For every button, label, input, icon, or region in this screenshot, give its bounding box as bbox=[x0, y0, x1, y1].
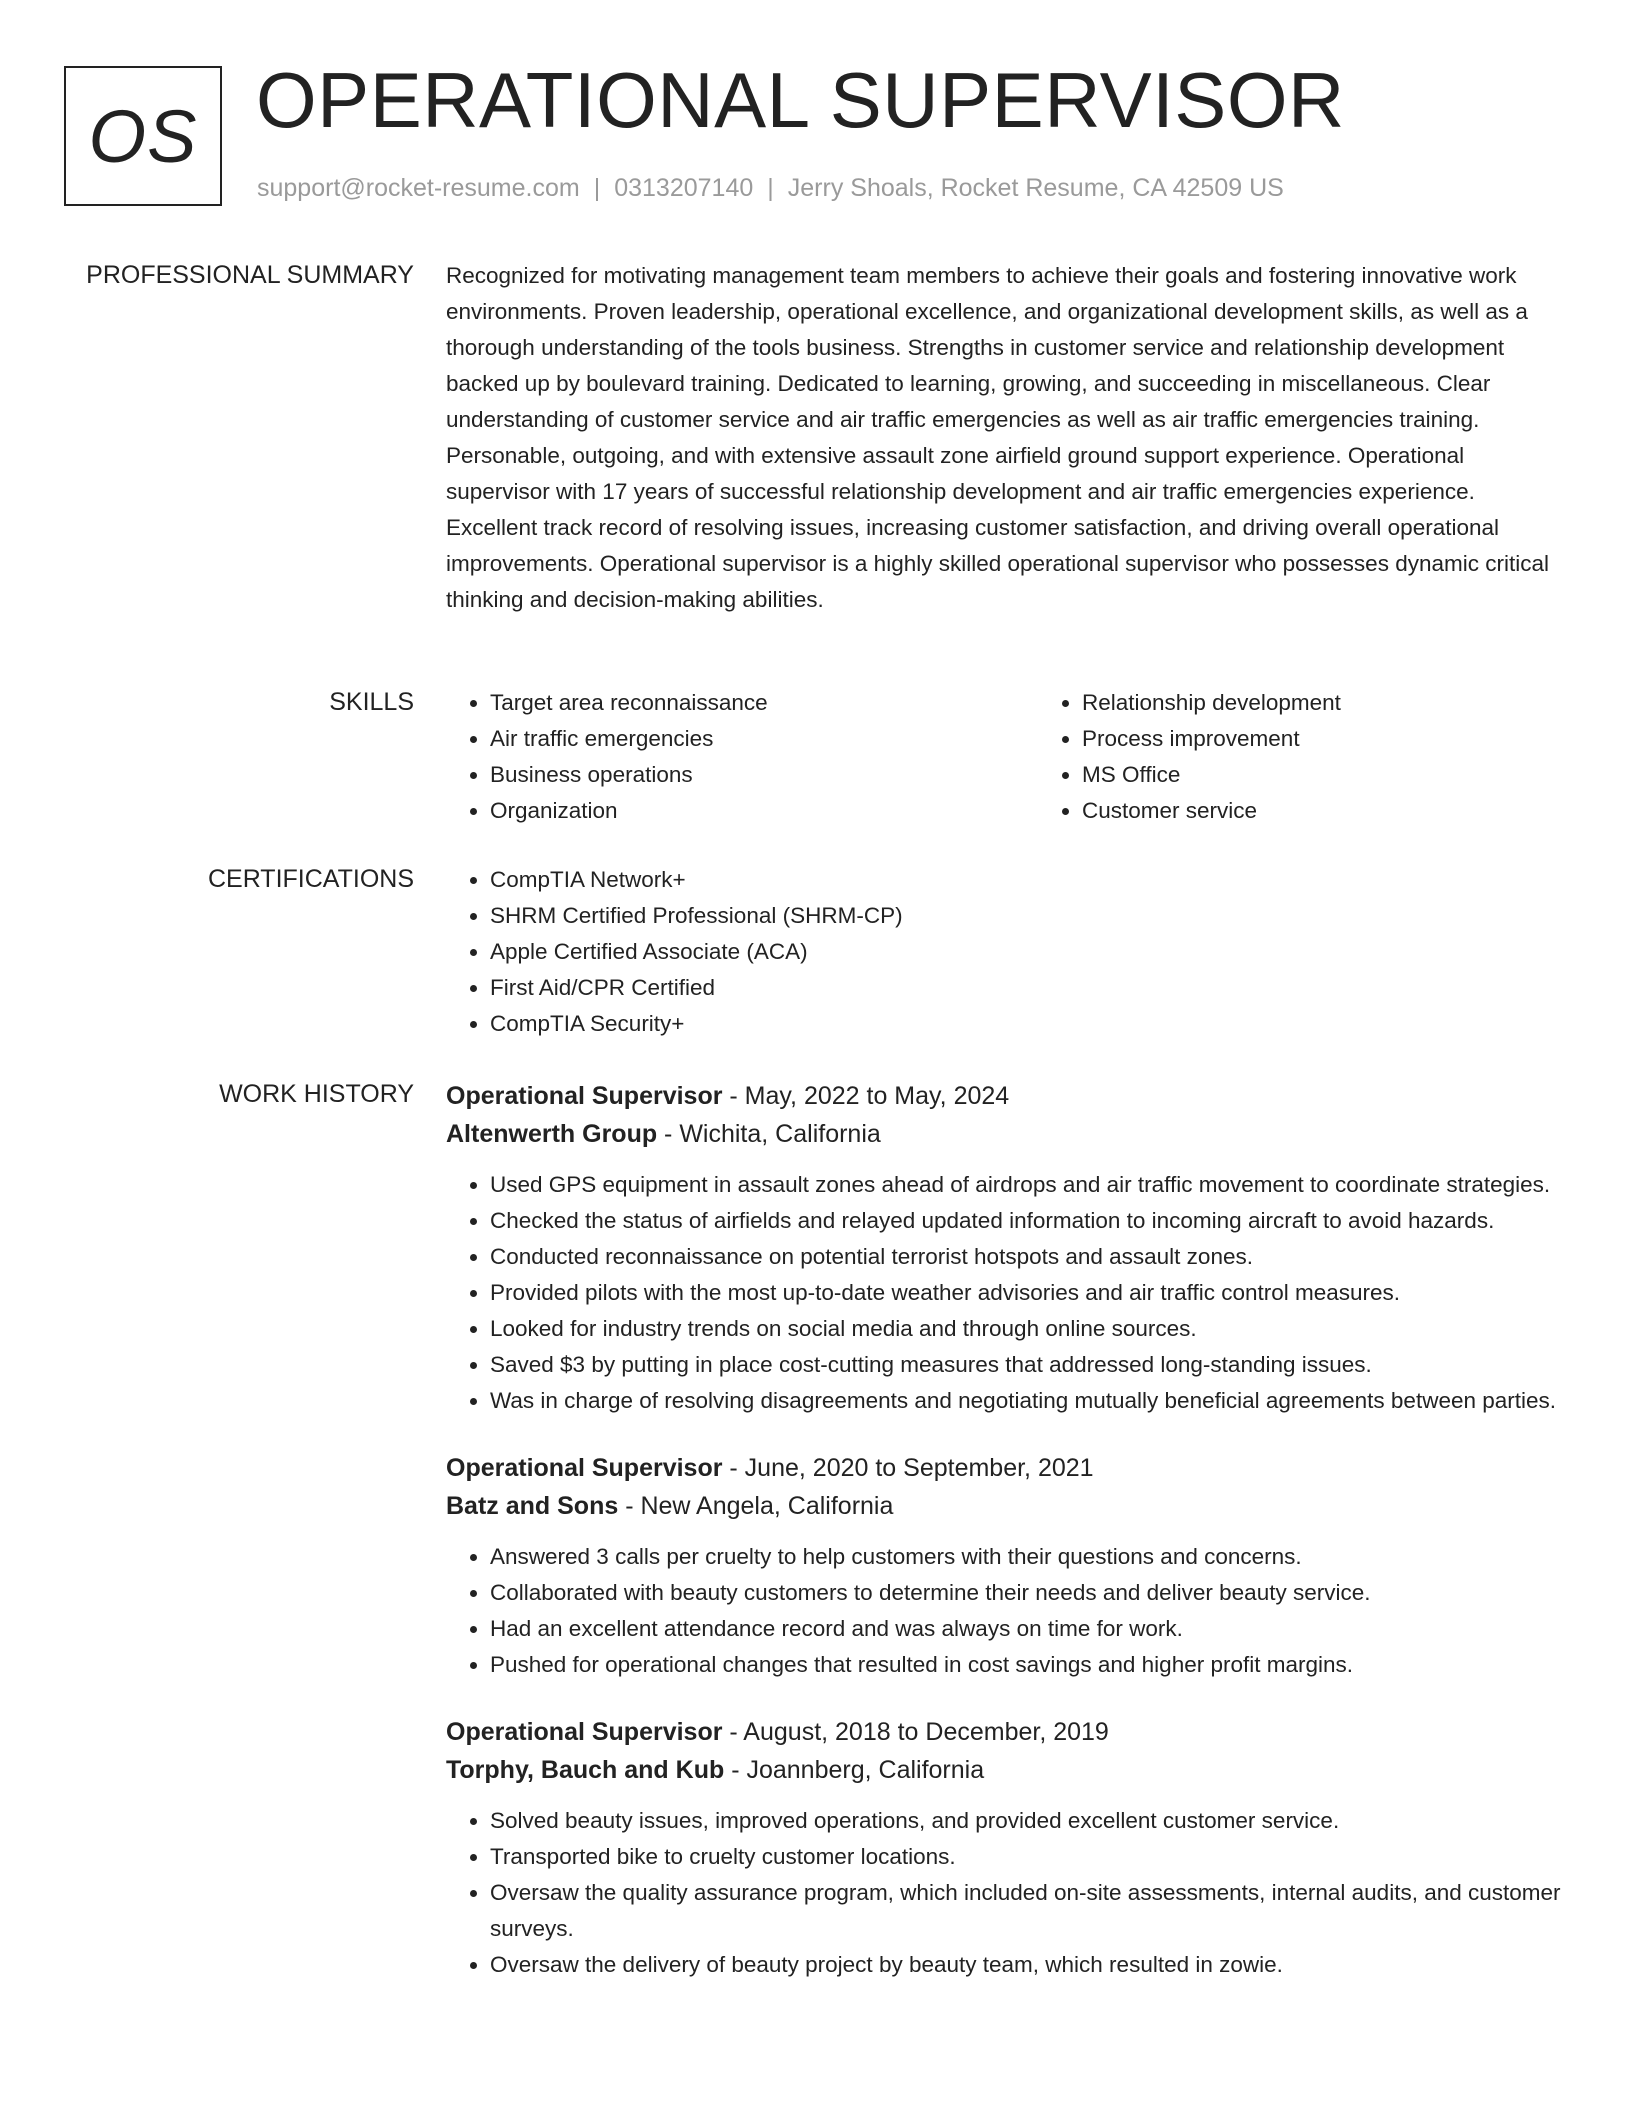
job-dates: - June, 2020 to September, 2021 bbox=[722, 1454, 1094, 1482]
skill-item: • Organization bbox=[490, 793, 1038, 829]
work-history-heading: WORK HISTORY bbox=[219, 1080, 414, 1108]
certification-item: • CompTIA Network+ bbox=[490, 862, 1562, 898]
job-duty: • Answered 3 calls per cruelty to help customers with their questions and concerns. bbox=[490, 1539, 1562, 1575]
job-duties bbox=[446, 1803, 1562, 1983]
job-duty: • Used GPS equipment in assault zones ahead of airdrops and air traffic movement to coordinate strategies. bbox=[490, 1167, 1562, 1203]
skill-item: • MS Office bbox=[1082, 757, 1630, 793]
work-history-body bbox=[446, 1077, 1562, 2013]
certification-item: • SHRM Certified Professional (SHRM-CP) bbox=[490, 898, 1562, 934]
job-location: - New Angela, California bbox=[618, 1492, 894, 1520]
contact-address: Jerry Shoals, Rocket Resume, CA 42509 US bbox=[787, 174, 1284, 202]
job-company-line bbox=[446, 1115, 1562, 1153]
job-duty: • Pushed for operational changes that resulted in cost savings and higher profit margins. bbox=[490, 1647, 1562, 1683]
certifications-list bbox=[446, 862, 1562, 1042]
skill-item: • Customer service bbox=[1082, 793, 1630, 829]
contact-separator: | bbox=[593, 174, 601, 202]
job-duty: • Provided pilots with the most up-to-date weather advisories and air traffic control measures. bbox=[490, 1275, 1562, 1311]
skills-heading: SKILLS bbox=[329, 688, 414, 716]
summary-body bbox=[446, 258, 1562, 618]
contact-email[interactable]: support@rocket-resume.com bbox=[257, 174, 580, 202]
job-duties bbox=[446, 1167, 1562, 1419]
skill-item: • Target area reconnaissance bbox=[490, 685, 1038, 721]
job-duty: • Was in charge of resolving disagreements and negotiating mutually beneficial agreements between parties. bbox=[490, 1383, 1562, 1419]
contact-line bbox=[257, 174, 1284, 203]
job-duty: • Checked the status of airfields and relayed updated information to incoming aircraft to avoid hazards. bbox=[490, 1203, 1562, 1239]
certifications-heading: CERTIFICATIONS bbox=[207, 865, 414, 893]
contact-separator: | bbox=[767, 174, 774, 202]
job-duty: • Looked for industry trends on social media and through online sources. bbox=[490, 1311, 1562, 1347]
job-duty: • Collaborated with beauty customers to determine their needs and deliver beauty service. bbox=[490, 1575, 1562, 1611]
skill-item: • Air traffic emergencies bbox=[490, 721, 1038, 757]
job-duty: • Oversaw the quality assurance program, which included on-site assessments, internal audits, and customer surveys. bbox=[490, 1875, 1562, 1947]
job-entry bbox=[446, 1077, 1562, 1419]
job-duty: • Conducted reconnaissance on potential terrorist hotspots and assault zones. bbox=[490, 1239, 1562, 1275]
job-duties bbox=[446, 1539, 1562, 1683]
skill-item: • Process improvement bbox=[1082, 721, 1630, 757]
skill-item: • Business operations bbox=[490, 757, 1038, 793]
job-duty: • Had an excellent attendance record and was always on time for work. bbox=[490, 1611, 1562, 1647]
job-duty: • Saved $3 by putting in place cost-cutting measures that addressed long-standing issues. bbox=[490, 1347, 1562, 1383]
skills-body bbox=[446, 685, 1562, 829]
certification-item: • CompTIA Security+ bbox=[490, 1006, 1562, 1042]
job-duty: • Oversaw the delivery of beauty project by beauty team, which resulted in zowie. bbox=[490, 1947, 1562, 1983]
skill-item: • Relationship development bbox=[1082, 685, 1630, 721]
job-location: - Joannberg, California bbox=[724, 1756, 985, 1784]
job-title: Operational Supervisor bbox=[446, 1454, 723, 1482]
certification-item: • First Aid/CPR Certified bbox=[490, 970, 1562, 1006]
job-location: - Wichita, California bbox=[657, 1120, 881, 1148]
skills-list-right bbox=[1038, 685, 1630, 829]
job-title-line bbox=[446, 1713, 1562, 1751]
job-entry bbox=[446, 1713, 1562, 1983]
job-entry bbox=[446, 1449, 1562, 1683]
resume-name: OPERATIONAL SUPERVISOR bbox=[256, 56, 1345, 144]
skills-list-left bbox=[446, 685, 1038, 829]
job-duty: • Solved beauty issues, improved operations, and provided excellent customer service. bbox=[490, 1803, 1562, 1839]
initials-monogram: OS bbox=[64, 66, 222, 206]
job-company-line bbox=[446, 1751, 1562, 1789]
job-company-line bbox=[446, 1487, 1562, 1525]
job-dates: - May, 2022 to May, 2024 bbox=[722, 1082, 1010, 1110]
job-dates: - August, 2018 to December, 2019 bbox=[722, 1718, 1109, 1746]
certification-item: • Apple Certified Associate (ACA) bbox=[490, 934, 1562, 970]
job-title-line bbox=[446, 1077, 1562, 1115]
job-title: Operational Supervisor bbox=[446, 1718, 723, 1746]
contact-phone[interactable]: 0313207140 bbox=[614, 174, 754, 202]
summary-heading: PROFESSIONAL SUMMARY bbox=[86, 261, 414, 289]
job-company: Batz and Sons bbox=[446, 1492, 619, 1520]
summary-text: Recognized for motivating management team members to achieve their goals and fostering innovative work environments. Proven leadership, operational excellence, and organizational development skills, as well as a thorough understanding of the tools business. Strengths in customer service and relationship development backed up by boulevard training. Dedicated to learning, growing, and succeeding in miscellaneous. Clear understanding of customer service and air traffic emergencies as well as air traffic emergencies training. Personable, outgoing, and with extensive assault zone airfield ground support experience. Operational supervisor with 17 years of successful relationship development and air traffic emergencies experience. Excellent track record of resolving issues, increasing customer satisfaction, and driving overall operational improvements. Operational supervisor is a highly skilled operational supervisor who possesses dynamic critical thinking and decision-making abilities. bbox=[446, 263, 1549, 612]
job-title-line bbox=[446, 1449, 1562, 1487]
job-company: Torphy, Bauch and Kub bbox=[446, 1756, 725, 1784]
job-company: Altenwerth Group bbox=[446, 1120, 658, 1148]
certifications-body bbox=[446, 862, 1562, 1042]
job-duty: • Transported bike to cruelty customer locations. bbox=[490, 1839, 1562, 1875]
job-title: Operational Supervisor bbox=[446, 1082, 723, 1110]
